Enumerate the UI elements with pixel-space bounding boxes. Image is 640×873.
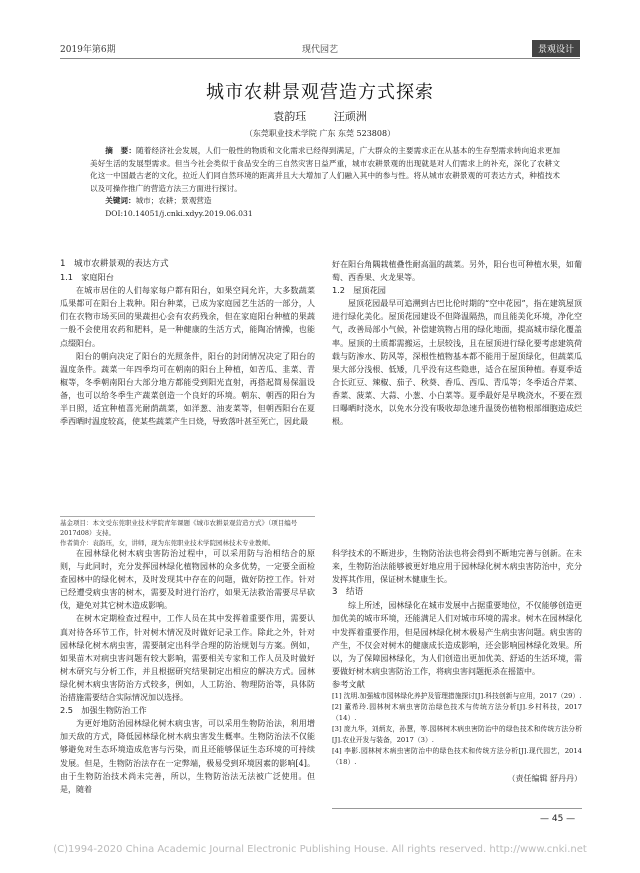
- editor-note: （责任编辑 舒丹丹）: [507, 774, 582, 784]
- keywords-label: 关键词：: [105, 196, 136, 205]
- column-top-left: [60, 258, 315, 428]
- subsection-heading: 1.1 家庭阳台: [60, 272, 114, 283]
- paragraph: 在园林绿化树木病虫害防治过程中，可以采用防与治相结合的原则，与此同时，充分发挥园林绿化植物园林的众多优势，一定要全面检查园林中的绿化树木，及时发现其中存在的问题，做好防控工作。针对已经遭受病虫害的树木，需要及时进行治疗，如果无法救治需要尽早砍伐，避免对其它树木造成影响。: [60, 549, 315, 611]
- reference-item: [3] 庞九华，刘炳友，孙慧，等.园林树木病虫害防治中的绿色技术和传统方法分析[J].农业开发与装备，2017（3）.: [332, 725, 582, 745]
- section-heading: 3 结语: [332, 587, 364, 598]
- column-bottom-left: [60, 547, 315, 796]
- paragraph: 在城市居住的人们每家每户都有阳台，如果空间允许，大多数蔬菜瓜果都可在阳台上栽种。阳台种菜，已成为家庭园艺生活的一部分，人们在衣物市场买回的果蔬担心会有农药残余，但在家庭阳台种植的果蔬一般不会使用农药和肥料，是一种健康的生活方式，能陶冶情操，也能点缀阳台。: [60, 286, 315, 348]
- article-title: 城市农耕景观营造方式探索: [206, 82, 434, 103]
- issue-label: 2019年第6期: [60, 45, 116, 55]
- paragraph: 科学技术的不断进步，生物防治法也将会得到不断地完善与创新。在未来，生物防治法能够被更好地应用于园林绿化树木病虫害防治中，充分发挥其作用，保证树木健康生长。: [332, 549, 582, 585]
- paragraph: 好在阳台角隅栽植叠性耐高温的蔬菜。另外，阳台也可种植水果，如葡萄、西香果、火龙果等。: [332, 260, 582, 283]
- paragraph: 在树木定期检查过程中，工作人员在其中发挥着重要作用，需要认真对待各环节工作，针对树木情况及时做好记录工作。除此之外，针对园林绿化树木病虫害，需要制定出科学合理的防治规划与方案。例如，如果苗木对病虫害问题有较大影响，需要相关专家和工作人员及时做好树木研究与分析工作，并且根据研究结果制定出相应的解决方式。园林绿化树木病虫害防治方式较多，例如，人工防治、物理防治等，具体防治措施需要结合实际情况加以选择。: [60, 614, 315, 703]
- footnotes: [60, 518, 330, 548]
- abstract-text: 随着经济社会发展，人们一般性的物质和文化需求已经得到满足，广大群众的主要需求正在从基本的生存型需求转向追求更加美好生活的发展型需求。但当今社会类似于食品安全的三自然灾害日益严重，城市农耕景观的出现就是对人们需求上的补充，深化了农耕文化这一中国最古老的文化，拉近人们同自然环境的距离并且大大增加了人们融入其中的参与性。将从城市农耕景观的可表达方式，种植技术以及可操作推广的营造方法三方面进行探讨。: [90, 146, 560, 193]
- subsection-heading: 1.2 屋顶花园: [332, 285, 386, 296]
- section-badge: 景观设计: [532, 40, 580, 57]
- author-bio: 作者简介：袁韵珏，女，讲师，现为东莞职业技术学院园林技术专业教师。: [60, 539, 275, 547]
- page-rule: [332, 808, 582, 809]
- paragraph: 屋顶花园最早可追溯到古巴比伦时期的“空中花园”，指在建筑屋顶进行绿化美化。屋顶花园建设不但降温隔热，而且能美化环境，净化空气，改善局部小气候，补偿建筑物占用的绿化地面，提高城市绿化覆盖率。屋顶的土质都需搬运，土层较浅，且在屋顶进行绿化要考虑建筑荷载与防渗水、防风等，深根性植物基本都不能用于屋顶绿化，但蔬菜瓜果大部分浅根、低矮，几乎没有这些隐患，适合在屋顶种植。春夏季适合长豇豆、辣椒、茄子、秋葵、香瓜、西瓜、青瓜等；冬季适合芹菜、香菜、菠菜、大蒜、小葱、小白菜等。夏季最好是早晚浇水，不要在烈日曝晒时浇水，以免水分没有吸收却急速升温烫伤植物根部细胞造成烂根。: [332, 299, 582, 427]
- abstract-label: 摘 要：: [105, 146, 137, 155]
- reference-item: [4] 李影.园林树木病虫害防治中的绿色技术和传统方法分析[J].现代园艺，2014（18）.: [332, 747, 582, 767]
- references-heading: 参考文献: [332, 678, 365, 689]
- column-top-right: [332, 258, 582, 428]
- doi: DOI:10.14051/j.cnki.xdyy.2019.06.031: [105, 208, 253, 218]
- keywords-text: 城市；农耕；景观营造: [135, 196, 212, 205]
- abstract: [90, 145, 560, 195]
- subsection-heading: 2.5 加强生物防治工作: [60, 705, 147, 716]
- author-1: 袁韵珏: [273, 110, 307, 123]
- journal-name: 现代园艺: [301, 45, 338, 55]
- paragraph: 阳台的朝向决定了阳台的光照条件，阳台的封闭情况决定了阳台的温度条件。蔬菜一年四季均可在朝南的阳台上种植，如苦瓜、韭菜、青椒等，冬季朝南阳台大部分地方都能受到阳光直射，再搭起简易保温设备，也可以给冬季生产蔬菜创造一个良好的环境。朝东、朝西的阳台为半日照，适宜种植喜光耐荫蔬菜，如洋葱、油麦菜等，但朝西阳台在夏季西晒时温度较高，使某些蔬菜产生日烧，导致落叶甚至死亡，因此最: [60, 351, 315, 427]
- running-header: [60, 40, 580, 58]
- section-heading: 1 城市农耕景观的表达方式: [60, 259, 169, 269]
- page-number: — 45 —: [540, 814, 576, 824]
- reference-item: [1] 沈明.加强城市园林绿化养护及管理措施探讨[J].科技创新与应用，2017（29）.: [332, 692, 582, 701]
- fund-note: 基金项目：本文受东莞职业技术学院青年课题《城市农耕景观营造方式》（项目编号 2017d08）支持。: [60, 519, 298, 537]
- authors: [0, 108, 640, 124]
- reference-item: [2] 董希玲.园林树木病虫害防治绿色技术与传统方法分析[J].乡村科技，2017（14）.: [332, 703, 582, 723]
- abstract-block: [90, 145, 560, 220]
- author-2: 汪顽洲: [333, 110, 367, 123]
- copyright-footer: (C)1994-2020 China Academic Journal Electronic Publishing House. All rights reserved. http://www.cnki.net: [53, 844, 587, 855]
- affiliation: （东莞职业技术学院 广东 东莞 523808）: [244, 129, 396, 138]
- header-rule: [60, 58, 580, 59]
- references-list: [332, 691, 582, 768]
- column-bottom-right: [332, 547, 582, 785]
- paragraph: 为更好地防治园林绿化树木病虫害，可以采用生物防治法，利用增加天敌的方式，降低园林绿化树木病虫害发生概率。生物防治法不仅能够避免对生态环境造成危害与污染，而且还能够保证生态环境的可持续发展。但是，生物防治法存在一定弊端，极易受到环境因素的影响[4]。由于生物防治技术尚未完善，所以，生物防治法无法被广泛使用。但是，随着: [60, 719, 315, 794]
- paragraph: 综上所述，园林绿化在城市发展中占据重要地位，不仅能够创造更加优美的城市环境，还能满足人们对城市环境的需求。树木在园林绿化中发挥着重要作用，但是园林绿化树木极易产生病虫害问题。病虫害的产生，不仅会对树木的健康成长造成影响，还会影响园林绿化效果。所以，为了保障园林绿化，为人们创造出更加优美、舒适的生活环境，需要做好树木病虫害防治工作，将病虫害问题扼杀在摇篮中。: [332, 601, 582, 676]
- keywords: [90, 195, 560, 208]
- footnote-rule: [60, 516, 315, 517]
